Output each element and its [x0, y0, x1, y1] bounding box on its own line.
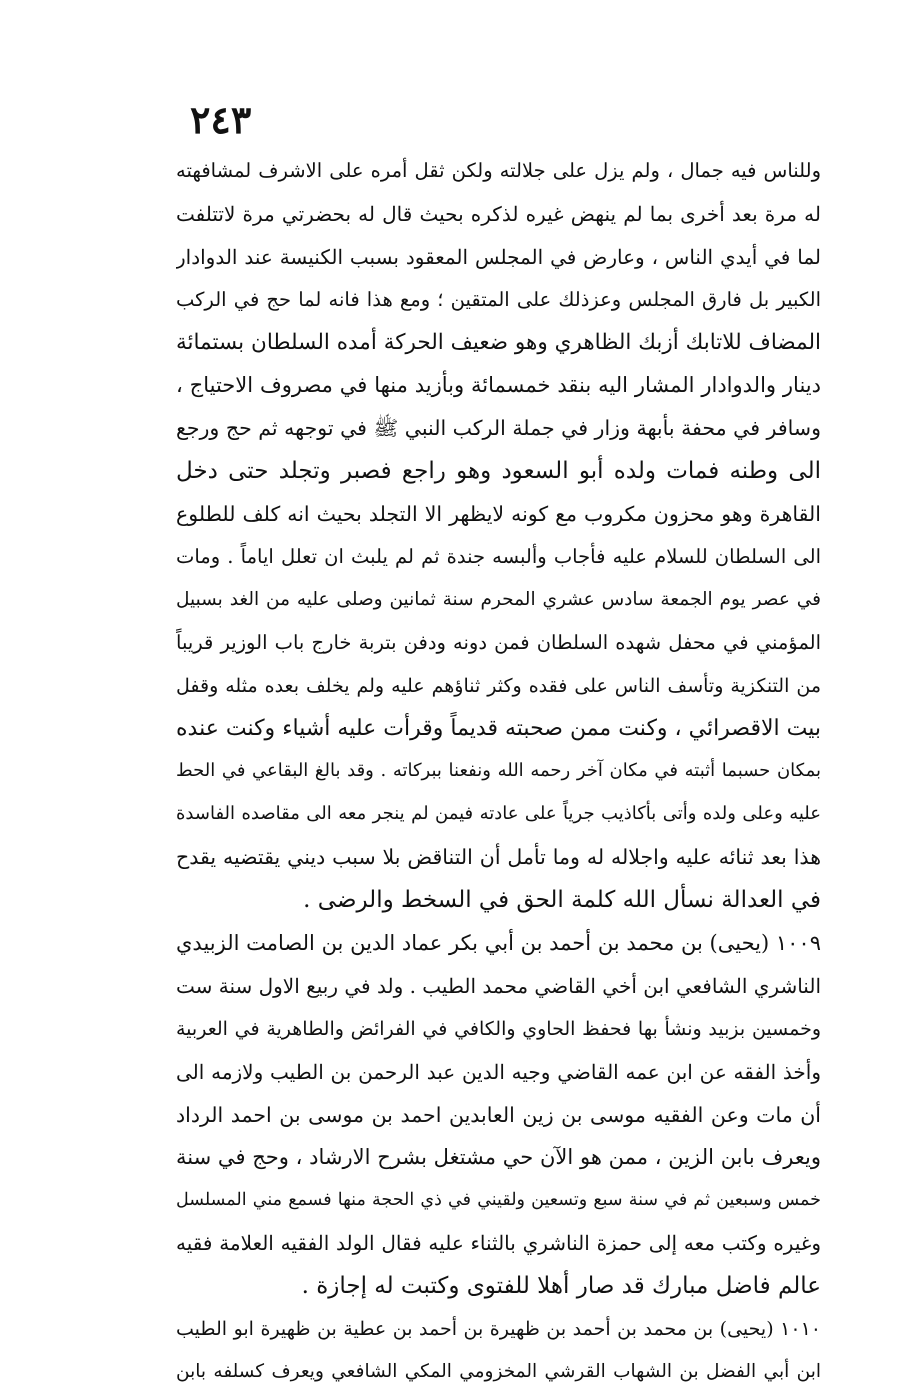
- text-line: دينار والدوادار المشار اليه بنقد خمسمائة وبأزيد منها في مصروف الاحتياج ،: [176, 373, 821, 398]
- text-line: عالم فاضل مبارك قد صار أهلا للفتوى وكتبت له إجازة .: [301, 1273, 821, 1300]
- text-line: ابن أبي الفضل بن الشهاب القرشي المخزومي المكي الشافعي ويعرف كسلفه بابن: [176, 1360, 821, 1382]
- text-line: الكبير بل فارق المجلس وعزذلك على المتقين ؛ ومع هذا فانه لما حج في الركب: [176, 287, 821, 311]
- text-line: أن مات وعن الفقيه موسى بن زين العابدين احمد بن موسى بن احمد الرداد: [176, 1102, 821, 1127]
- text-line: وسافر في محفة بأبهة وزار في جملة الركب النبي ﷺ في توجهه ثم حج ورجع: [176, 416, 821, 441]
- text-line: المؤمني في محفل شهده السلطان فمن دونه ودفن بتربة خارج باب الوزير قريباً: [176, 630, 821, 654]
- entry-heading-line: ١٠١٠ (يحيى) بن محمد بن أحمد بن ظهيرة بن أحمد بن عطية بن ظهيرة ابو الطيب: [176, 1318, 821, 1341]
- text-line: الناشري الشافعي ابن أخي القاضي محمد الطيب . ولد في ربيع الاول سنة ست: [176, 973, 821, 998]
- text-line: وللناس فيه جمال ، ولم يزل على جلالته ولكن ثقل أمره على الاشرف لمشافهته: [176, 159, 821, 182]
- entry-heading-line: ١٠٠٩ (يحيى) بن محمد بن أحمد بن أبي بكر عماد الدين بن الصامت الزبيدي: [176, 931, 821, 956]
- text-line: من التنكزية وتأسف الناس على فقده وكثر ثناؤهم عليه ولم يخلف بعده مثله وقفل: [176, 674, 821, 697]
- text-line: خمس وسبعين ثم في سنة سبع وتسعين ولقيني في ذي الحجة منها فسمع مني المسلسل: [176, 1190, 821, 1211]
- text-line: عليه وعلى ولده وأتى بأكاذيب جرياً على عادته فيمن لم ينجر معه الى مقاصده الفاسدة: [176, 803, 821, 825]
- text-line: في عصر يوم الجمعة سادس عشري المحرم سنة ثمانين وصلى عليه من الغد بسبيل: [176, 588, 821, 610]
- text-line: بيت الاقصرائي ، وكنت ممن صحبته قديماً وقرأت عليه أشياء وكنت عنده: [176, 715, 821, 741]
- text-line: وخمسين بزبيد ونشأ بها فحفظ الحاوي والكافي في الفرائض والطاهرية في العربية: [176, 1017, 821, 1040]
- text-line: له مرة بعد أخرى بما لم ينهض غيره لذكره بحيث قال له بحضرتي مرة لاتتلفت: [176, 201, 821, 226]
- text-line: لما في أيدي الناس ، وعارض في المجلس المعقود بسبب الكنيسة عند الدوادار: [176, 244, 821, 269]
- text-line: هذا بعد ثنائه عليه واجلاله له وما تأمل أن التناقض بلا سبب ديني يقتضيه يقدح: [176, 845, 821, 870]
- text-line: المضاف للاتابك أزبك الظاهري وهو ضعيف الحركة أمده السلطان بستمائة: [176, 329, 821, 355]
- page-number: ٢٤٣: [190, 97, 252, 142]
- text-line: وأخذ الفقه عن ابن عمه القاضي وجيه الدين عبد الرحمن بن الطيب ولازمه الى: [176, 1059, 821, 1084]
- page-body-text: [176, 150, 821, 1394]
- text-line: بمكان حسبما أثبته في مكان آخر رحمه الله ونفعنا ببركاته . وقد بالغ البقاعي في الحط: [176, 760, 821, 782]
- text-line: ويعرف بابن الزين ، ممن هو الآن حي مشتغل بشرح الارشاد ، وحج في سنة: [176, 1145, 821, 1170]
- text-line: في العدالة نسأل الله كلمة الحق في السخط والرضى .: [303, 887, 821, 914]
- text-line: الى السلطان للسلام عليه فأجاب وألبسه جندة ثم لم يلبث ان تعلل اياماً . ومات: [176, 545, 821, 569]
- text-line: الى وطنه فمات ولده أبو السعود وهو راجع فصبر وتجلد حتى دخل: [176, 458, 821, 485]
- text-line: القاهرة وهو محزون مكروب مع كونه لايظهر الا التجلد بحيث انه كلف للطلوع: [176, 502, 821, 527]
- text-line: وغيره وكتب معه إلى حمزة الناشري بالثناء عليه فقال الولد الفقيه العلامة فقيه: [176, 1231, 821, 1256]
